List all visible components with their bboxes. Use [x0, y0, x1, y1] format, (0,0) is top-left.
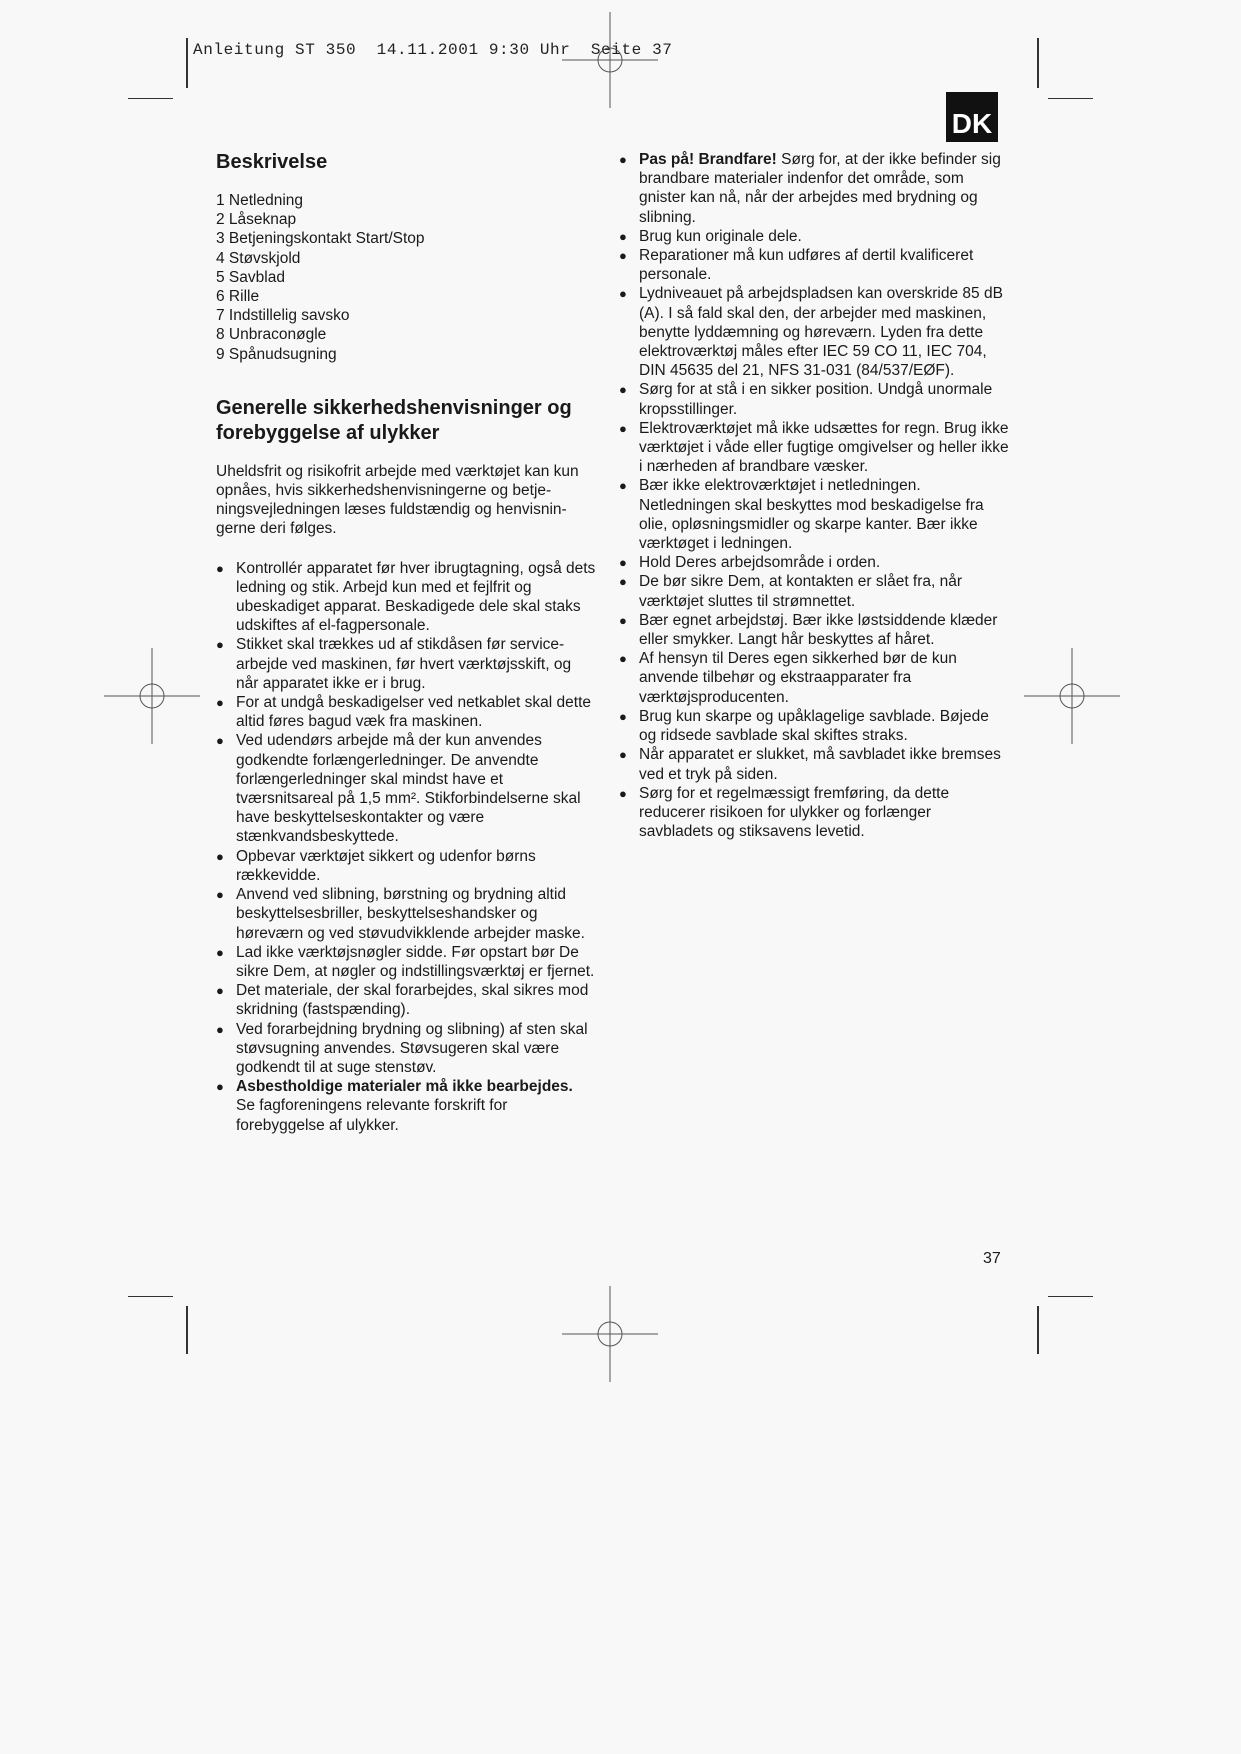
- list-item: [619, 611, 1009, 649]
- list-item: [216, 981, 596, 1019]
- list-item: 4 Støvskjold: [216, 249, 301, 267]
- bullet-text: Elektroværktøjet må ikke udsættes for regn. Brug ikke værktøjet i våde eller fugtige omgivelser og heller ikke i nærheden af brandbare væsker.: [639, 419, 1009, 476]
- bullet-text: Lydniveauet på arbejdspladsen kan overskride 85 dB (A). I så fald skal den, der arbejder med maskinen, benytte lyddæmning og høreværn. Lyden fra dette elektroværktøj måles efter IEC 59 CO 11, IEC 704, DIN 45635 del 21, NFS 31-031 (84/537/EØF).: [639, 285, 1003, 380]
- registration-mark-left-icon: [104, 648, 200, 744]
- bullet-text: Anvend ved slibning, børstning og brydning altid beskyttelsesbriller, beskyttelseshandsker og høreværn og ved støvudvikklende arbejder maske.: [236, 886, 585, 942]
- list-item: [619, 284, 1009, 380]
- list-item: [216, 943, 596, 981]
- safety-intro: Uheldsfrit og risikofrit arbejde med værktøjet kan kun opnåes, hvis sikkerhedshenvisningerne og betje-ningsvejledningen læses fuldstændig og henvisnin-gerne deri følges.: [216, 462, 579, 538]
- list-item: 1 Netledning: [216, 192, 304, 209]
- bullet-text: Sørg for, at der ikke befinder sig brandbare materialer indenfor det område, som gnister kan nå, når der arbejdes med brydning og slibning.: [639, 151, 1001, 226]
- list-item: [619, 553, 1009, 572]
- bullet-text: Brug kun skarpe og upåklagelige savblade. Bøjede og ridsede savblade skal skiftes straks.: [639, 707, 989, 745]
- bullet-text: De bør sikre Dem, at kontakten er slået fra, når værktøjet sluttes til strømnettet.: [639, 573, 963, 610]
- list-item: [216, 731, 596, 846]
- list-item: [619, 380, 1009, 418]
- list-item: [619, 227, 1009, 246]
- list-item: [216, 1020, 596, 1078]
- list-item: [619, 476, 1009, 553]
- list-item: 8 Unbraconøgle: [216, 326, 327, 344]
- bullet-text: Det materiale, der skal forarbejdes, skal sikres mod skridning (fastspænding).: [236, 982, 589, 1019]
- print-header-line: Anleitung ST 350 14.11.2001 9:30 Uhr Seite 37: [193, 41, 673, 59]
- bullet-bold-text: Asbestholdige materialer må ikke bearbejdes.: [236, 1078, 573, 1096]
- bullet-text: Opbevar værktøjet sikkert og udenfor børns rækkevidde.: [236, 847, 536, 884]
- list-item: [216, 693, 596, 731]
- right-bullet-list: [619, 150, 1009, 841]
- language-badge: DK: [946, 92, 998, 142]
- registration-mark-top-icon: [562, 12, 658, 108]
- list-item: [216, 885, 596, 943]
- bullet-text: Af hensyn til Deres egen sikkerhed bør de kun anvende tilbehør og ekstraapparater fra værktøjsproducenten.: [639, 650, 957, 706]
- bullet-text: Bær ikke elektroværktøjet i netledningen. Netledningen skal beskyttes mod beskadigelse fra olie, opløsningsmidler og skarpe kanter. Bær ikke værktøget i ledningen.: [639, 477, 984, 553]
- description-list: [216, 191, 596, 364]
- list-item: [619, 649, 1009, 707]
- list-item: 2 Låseknap: [216, 211, 297, 229]
- list-item: 3 Betjeningskontakt Start/Stop: [216, 230, 425, 248]
- bullet-text: Hold Deres arbejdsområde i orden.: [639, 554, 881, 572]
- list-item: [619, 745, 1009, 783]
- list-item: 5 Savblad: [216, 268, 285, 286]
- bullet-text: For at undgå beskadigelser ved netkablet skal dette altid føres bagud væk fra maskinen.: [236, 694, 592, 731]
- bullet-text: Brug kun originale dele.: [639, 227, 802, 245]
- list-item: [216, 559, 596, 636]
- bullet-text: Når apparatet er slukket, må savbladet ikke bremses ved et tryk på siden.: [639, 746, 1001, 783]
- list-item: [619, 150, 1009, 227]
- registration-mark-bottom-icon: [562, 1286, 658, 1382]
- registration-mark-right-icon: [1024, 648, 1120, 744]
- bullet-text: Sørg for et regelmæssigt fremføring, da dette reducerer risikoen for ulykker og forlænger savbladets og stiksavens levetid.: [639, 784, 950, 841]
- left-bullet-list: [216, 559, 596, 1135]
- list-item: 9 Spånudsugning: [216, 345, 337, 363]
- description-title: Beskrivelse: [216, 151, 328, 173]
- bullet-text: Se fagforeningens relevante forskrift for forebyggelse af ulykker.: [236, 1097, 508, 1134]
- bullet-text: Lad ikke værktøjsnøgler sidde. Før opstart bør De sikre Dem, at nøgler og indstillingsværktøj er fjernet.: [236, 943, 595, 980]
- list-item: [216, 847, 596, 885]
- bullet-bold-text: Pas på! Brandfare!: [639, 151, 777, 168]
- list-item: 7 Indstillelig savsko: [216, 307, 350, 325]
- bullet-text: Kontrollér apparatet før hver ibrugtagning, også dets ledning og stik. Arbejd kun med et fejlfrit og ubeskadiget apparat. Beskadigede dele skal staks udskiftes af el-fagpersonale.: [236, 559, 596, 635]
- list-item: [216, 1077, 596, 1135]
- list-item: [619, 246, 1009, 284]
- bullet-text: Ved forarbejdning brydning og slibning) af sten skal støvsugning anvendes. Støvsugeren skal være godkendt til at suge stenstøv.: [236, 1020, 588, 1076]
- list-item: [216, 635, 596, 693]
- bullet-text: Stikket skal trækkes ud af stikdåsen før service-arbejde ved maskinen, før hvert værktøjsskift, og når apparatet ikke er i brug.: [236, 636, 572, 692]
- list-item: [619, 707, 1009, 745]
- bullet-text: Bær egnet arbejdstøj. Bær ikke løstsiddende klæder eller smykker. Langt hår beskyttes af håret.: [639, 611, 998, 649]
- right-column: [619, 150, 1009, 841]
- list-item: [619, 784, 1009, 842]
- list-item: [619, 419, 1009, 477]
- list-item: 6 Rille: [216, 288, 260, 306]
- bullet-text: Ved udendørs arbejde må der kun anvendes godkendte forlængerledninger. De anvendte forlængerledninger skal mindst have et tværsnitsareal på 1,5 mm². Stikforbindelserne skal have beskyttelseskontakter og være stænkvandsbeskyttede.: [236, 732, 581, 846]
- bullet-text: Sørg for at stå i en sikker position. Undgå unormale kropsstillinger.: [639, 381, 993, 418]
- bullet-text: Reparationer må kun udføres af dertil kvalificeret personale.: [639, 247, 974, 284]
- list-item: [619, 572, 1009, 610]
- left-column: [216, 150, 596, 1135]
- page-number: 37: [983, 1250, 1001, 1267]
- safety-title: Generelle sikkerhedshenvisninger og forebyggelse af ulykker: [216, 396, 572, 444]
